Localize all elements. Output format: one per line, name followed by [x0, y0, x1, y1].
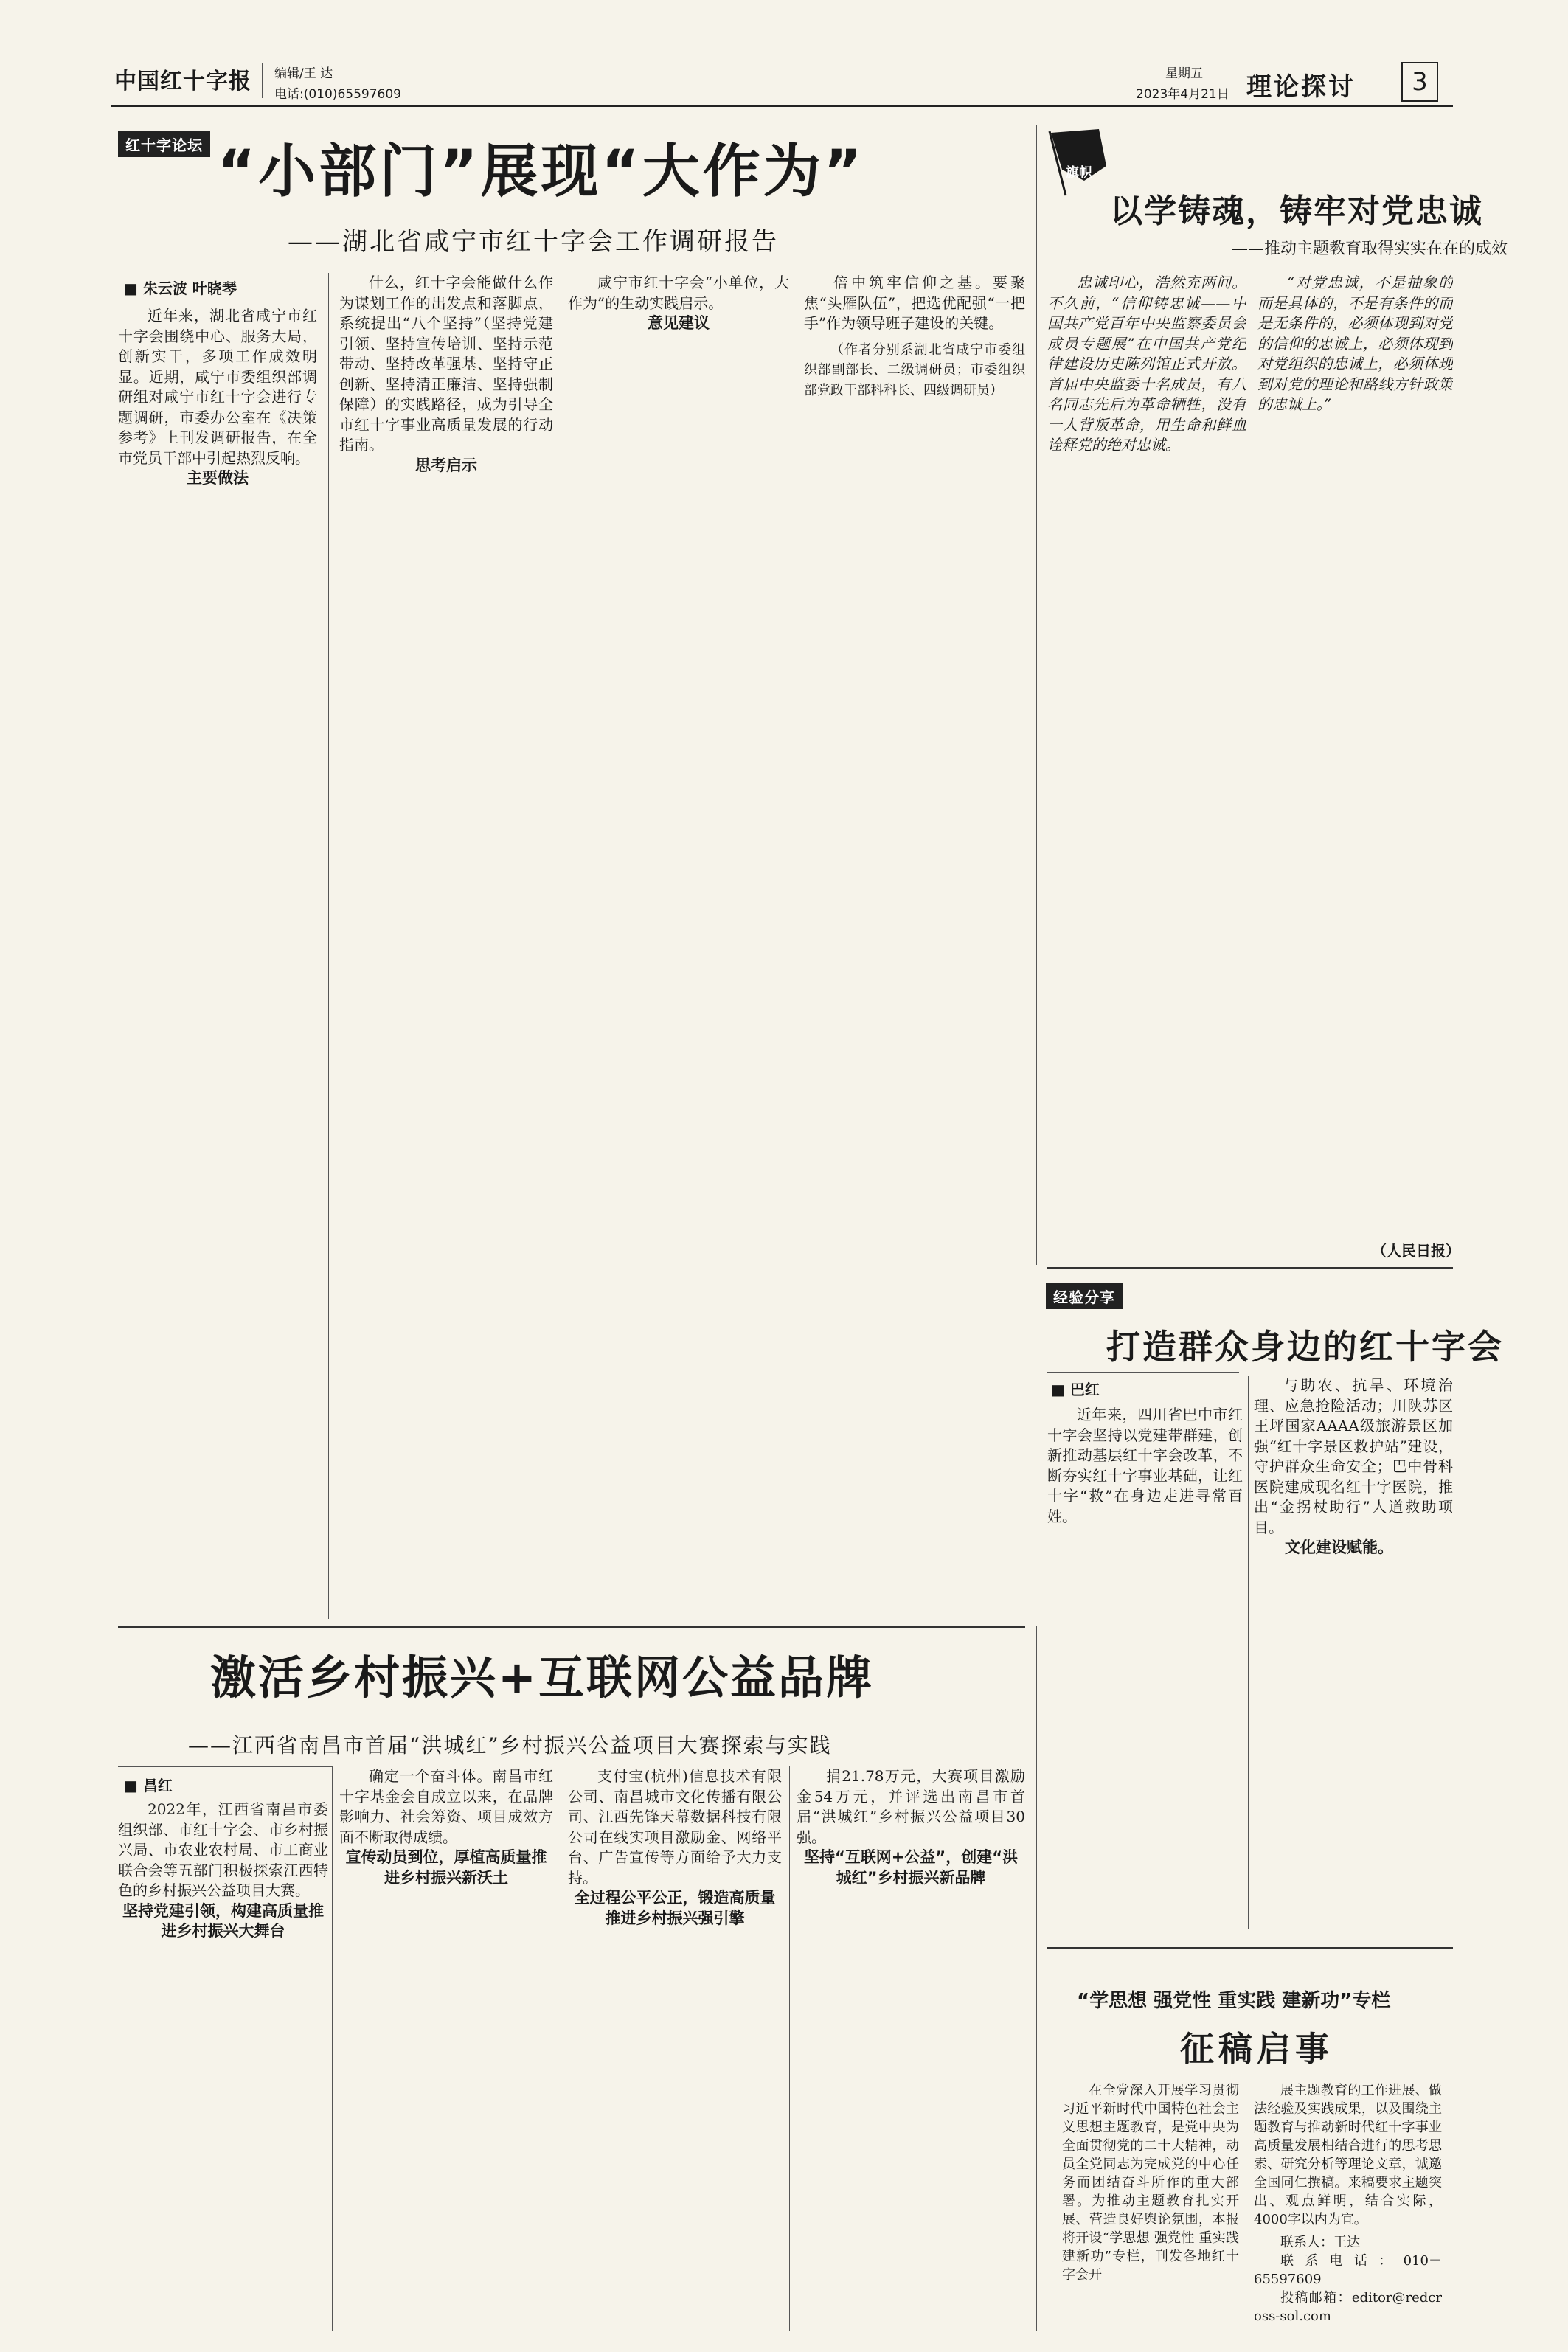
date-label: 2023年4月21日 [1136, 87, 1229, 102]
col-rule [332, 1766, 333, 2331]
article4-heading-2: 宣传动员到位，厚植高质量推进乡村振兴新沃土 [345, 1848, 547, 1887]
column-tag-flag: 旗帜 [1066, 165, 1092, 181]
article1-byline: ■ 朱云波 叶晓琴 [124, 280, 237, 297]
call-for-papers-box [1047, 1947, 1453, 2332]
section-rule [1036, 125, 1037, 1265]
col-rule [328, 273, 329, 1619]
article1-column-3: 咸宁市红十字会“小单位，大作为”的生动实践启示。 意见建议 [568, 273, 789, 1619]
article4-heading-3: 全过程公平公正，锻造高质量推进乡村振兴强引擎 [574, 1889, 776, 1927]
notice-kicker: “学思想 强党性 重实践 建新功”专栏 [1077, 1990, 1391, 2012]
article4-rule [118, 1766, 332, 1767]
notice-tel: 联系电话：010－65597609 [1254, 2253, 1442, 2287]
article1-heading-2: 思考启示 [415, 456, 477, 474]
article4-heading-1: 坚持党建引领，构建高质量推进乡村振兴大舞台 [122, 1901, 324, 1940]
article2-title: 以学铸魂，铸牢对党忠诚 [1110, 192, 1483, 230]
article1-column-1: 近年来，湖北省咸宁市红十字会围绕中心、服务大局，创新实干，多项工作成效明显。近期，咸宁市委组织部调研组对咸宁市红十字会进行专题调研，市委办公室在《决策参考》上刊发调研报告，在全市党员干部中引起热烈反响。 主要做法 [118, 306, 317, 1619]
column-tag-experience: 经验分享 [1046, 1283, 1123, 1309]
notice-column-2: 展主题教育的工作进展、做法经验及实践成果，以及围绕主题教育与推动新时代红十字事业高质量发展相结合进行的思考思索、研究分析等理论文章，诚邀全国同仁撰稿。来稿要求主题突出、观点鲜明，结合实际，4000字以内为宜。 联系人：王达 联系电话：010－65597609 投稿邮箱：editor@redcross-sol.com [1254, 2083, 1442, 2324]
article4-subtitle: ——江西省南昌市首届“洪城红”乡村振兴公益项目大赛探索与实践 [188, 1733, 832, 1758]
article2-source: （人民日报） [1372, 1242, 1460, 1260]
section-title: 理论探讨 [1246, 72, 1356, 102]
notice-column-1: 在全党深入开展学习贯彻习近平新时代中国特色社会主义思想主题教育，是党中央为全面贯彻党的二十大精神，动员全党同志为完成党的中心任务而团结奋斗所作的重大部署。为推动主题教育扎实开展、营造良好舆论氛围，本报将开设“学思想 强党性 重实践 建新功”专栏，刊发各地红十字会开 [1062, 2083, 1239, 2283]
column-tag-forum: 红十字论坛 [118, 131, 210, 157]
article3-heading: 文化建设赋能。 [1285, 1538, 1393, 1556]
article1-column-4: 倍中筑牢信仰之基。要聚焦“头雁队伍”，把选优配强“一把手”作为领导班子建设的关键。 （作者分别系湖北省咸宁市委组织部副部长、二级调研员；市委组织部党政干部科科长、四级调研员） [804, 273, 1025, 1619]
article4-byline: ■ 昌红 [124, 1777, 173, 1794]
editor-label: 编辑/王 达 [274, 66, 333, 81]
article4-heading-4: 坚持“互联网+公益”，创建“洪城红”乡村振兴新品牌 [804, 1848, 1018, 1887]
newspaper-logo: 中国红十字报 [114, 69, 251, 94]
notice-email: 投稿邮箱：editor@redcross-sol.com [1254, 2290, 1442, 2324]
weekday-label: 星期五 [1165, 66, 1203, 81]
article3-byline: ■ 巴红 [1051, 1381, 1100, 1398]
article4-column-1: 2022年，江西省南昌市委组织部、市红十字会、市乡村振兴局、市农业农村局、市工商业联合会等五部门积极探索江西特色的乡村振兴公益项目大赛。 坚持党建引领，构建高质量推进乡村振兴大舞台 [118, 1800, 328, 2331]
article3-rule [1047, 1372, 1239, 1373]
article1-subtitle: ——湖北省咸宁市红十字会工作调研报告 [288, 227, 779, 257]
phone-label: 电话:(010)65597609 [274, 87, 401, 102]
col-rule [789, 1766, 790, 2331]
article1-heading-3: 意见建议 [648, 314, 710, 332]
col-rule [1248, 1376, 1249, 1929]
header-rule [111, 105, 1453, 107]
section-rule [1036, 1626, 1037, 2331]
article4-title: 激活乡村振兴+互联网公益品牌 [210, 1651, 874, 1704]
article1-credit: （作者分别系湖北省咸宁市委组织部副部长、二级调研员；市委组织部党政干部科科长、四级调研员） [804, 341, 1025, 398]
notice-title: 征稿启事 [1180, 2029, 1333, 2069]
page-number: 3 [1401, 62, 1438, 102]
section-rule [1047, 1267, 1453, 1269]
article4-column-2: 确定一个奋斗体。南昌市红十字基金会自成立以来，在品牌影响力、社会筹资、项目成效方面不断取得成绩。 宣传动员到位，厚植高质量推进乡村振兴新沃土 [339, 1766, 553, 2331]
article2-subtitle: ——推动主题教育取得实实在在的成效 [1232, 240, 1508, 258]
header-divider [262, 63, 263, 98]
section-rule [118, 1626, 1025, 1628]
article4-column-3: 支付宝(杭州)信息技术有限公司、南昌城市文化传播有限公司、江西先锋天幕数据科技有限公司在线实项目激励金、网络平台、广告宣传等方面给予大力支持。 全过程公平公正，锻造高质量推进乡村振兴强引擎 [568, 1766, 782, 2331]
article1-column-2: 什么，红十字会能做什么作为谋划工作的出发点和落脚点，系统提出“八个坚持”（坚持党建引领、坚持宣传培训、坚持示范带动、坚持改革强基、坚持守正创新、坚持清正廉洁、坚持强制保障）的实践路径，成为引导全市红十字事业高质量发展的行动指南。 思考启示 [339, 273, 553, 1619]
article3-column-1: 近年来，四川省巴中市红十字会坚持以党建带群建，创新推动基层红十字会改革，不断夯实红十字事业基础，让红十字“救”在身边走进寻常百姓。 [1047, 1406, 1243, 1525]
flag-emblem [1044, 125, 1110, 199]
article1-title: “小部门”展现“大作为” [218, 139, 865, 205]
notice-contact: 联系人：王达 [1280, 2235, 1360, 2250]
article3-column-2: 与助农、抗旱、环境治理、应急抢险活动；川陕苏区王坪国家AAAA级旅游景区加强“红十字景区救护站”建设，守护群众生命安全；巴中骨科医院建成现名红十字医院，推出“金拐杖助行”人道救助项目。 文化建设赋能。 [1254, 1376, 1453, 1929]
masthead [0, 0, 1568, 111]
article2-column-2: “对党忠诚，不是抽象的而是具体的，不是有条件的而是无条件的，必须体现到对党的信仰的忠诚上，必须体现到对党组织的忠诚上，必须体现到对党的理论和路线方针政策的忠诚上。” [1257, 274, 1453, 413]
article1-heading-1: 主要做法 [187, 469, 249, 487]
article3-title: 打造群众身边的红十字会 [1106, 1327, 1504, 1367]
article2-column-1: 忠诚印心，浩然充两间。不久前，“信仰铸忠诚——中国共产党百年中央监察委员会成员专题展”在中国共产党纪律建设历史陈列馆正式开放。首届中央监委十名成员，有八名同志先后为革命牺牲，没有一人背叛革命，用生命和鲜血诠释党的绝对忠诚。 [1047, 274, 1246, 454]
article4-column-4: 捐21.78万元，大赛项目激励金54万元，并评选出南昌市首届“洪城红”乡村振兴公益项目30强。 坚持“互联网+公益”，创建“洪城红”乡村振兴新品牌 [797, 1766, 1025, 2331]
